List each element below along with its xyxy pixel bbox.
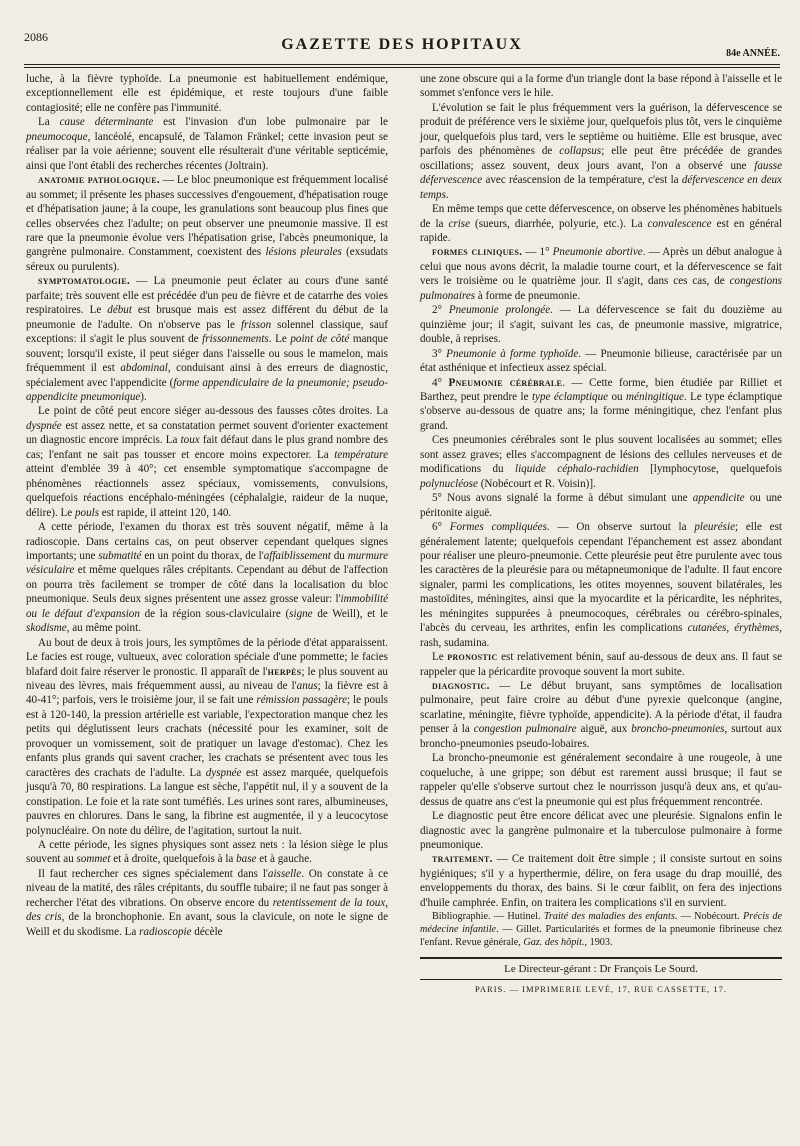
section-anatomie: anatomie pathologique. — Le bloc pneumonique est fréquemment localisé au sommet; il présente les phases successives d'engouement, d'hépatisation rouge et d'hépatisation jaune; à la coupe, les granulations sont beaucoup plus fines que celles observées chez l'adulte; on peut observer une pneumonie massive. Il est rare que la pneumonie évolue vers l'hépatisation grise, l'abcès pneumonique, la gangrène pulmonaire. Constamment, coexistent des lésions pleurales (exsudats séreux ou purulents). (26, 174, 388, 273)
section-heading: symptomatologie. (38, 275, 131, 288)
section-heading: anatomie pathologique. (38, 174, 160, 187)
paragraph: luche, à la fièvre typhoïde. La pneumonie est habituellement endémique, exceptionnellement elle est épidémique, et reste toujours d'une faible contagiosité; elle ne confère pas l'immunité. (26, 73, 388, 114)
volume-year: 84e ANNÉE. (726, 48, 780, 59)
section-formes-cliniques: formes cliniques. — 1° Pneumonie abortive. — Après un début analogue à celui que nous avons décrit, la maladie tourne court, et la défervescence se fait vers le troisième ou le quatrième jour. Il s'agit, dans ces cas, de congestions pulmonaires à forme de pneumonie. (420, 246, 782, 302)
paragraph: L'évolution se fait le plus fréquemment vers la guérison, la défervescence se produit de préférence vers le sixième jour, quelquefois plus tôt, vers le cinquième jour, quelquefois plus tard, vers le septième ou huitième. Elle est brusque, avec parfois des phénomènes de collapsus; elle peut être précédée de grandes oscillations; assez souvent, deux jours avant, l'on a observé une fausse défervescence avec réascension de la température, c'est la défervescence en deux temps. (420, 101, 782, 201)
bibliography: Bibliographie. — Hutinel. Traité des maladies des enfants. — Nobécourt. Précis de médecine infantile. — Gillet. Particularités et formes de la pneumonie fibrineuse chez l'enfant. Revue générale, Gaz. des hôpit., 1903. (420, 911, 782, 949)
section-heading: traitement. (432, 853, 493, 866)
journal-title: GAZETTE DES HOPITAUX (281, 36, 523, 53)
section-traitement: traitement. — Ce traitement doit être simple ; il consiste surtout en soins hygiéniques; s'il y a hyperthermie, délire, on fera usage du drap mouillé, des enveloppements du thorax, des bains. Si le cœur faiblit, on fera des injections d'huile camphrée. Enfin, on traitera les complications s'il en survient. (420, 853, 782, 909)
paragraph: une zone obscure qui a la forme d'un triangle dont la base répond à l'aisselle et le sommet s'enfonce vers le hile. (420, 73, 782, 100)
section-heading: diagnostic. (432, 680, 490, 693)
paragraph: 3° Pneumonie à forme typhoïde. — Pneumonie bilieuse, caractérisée par un état asthénique et infectieux assez spécial. (420, 347, 782, 375)
page-number: 2086 (24, 30, 48, 44)
paragraph: A cette période, l'examen du thorax est très souvent négatif, même à la radioscopie. Dans certains cas, on peut observer cependant quelques signes importants; une submatité en un point du thorax, de l'affaiblissement du murmure vésiculaire et même quelques râles crépitants. Cependant au début de l'affection on pourra très facilement se tromper de côté dans la localisation du bloc pneumonique. Seuls deux signes présentent une assez grosse valeur: l'immobilité ou le défaut d'expansion de la région sous-claviculaire (signe de Weill), et le skodisme, au même point. (26, 521, 388, 635)
paragraph: Le point de côté peut encore siéger au-dessous des fausses côtes droites. La dyspnée est assez nette, et sa constatation permet souvent d'orienter exactement un diagnostic encore imprécis. La toux fait défaut dans le plus grand nombre des cas; l'enfant ne sait pas tousser et encore moins expectorer. La température atteint d'emblée 39 à 40°; cet ensemble symptomatique s'accompagne de phénomènes réactionnels assez spéciaux, vomissements, convulsions, quelquefois réactions encéphalo-méningées (céphalalgie, raideur de la nuque, délire). Le pouls est rapide, il atteint 120, 140. (26, 405, 388, 519)
header-rule-bottom (24, 67, 780, 68)
page-header (24, 30, 780, 62)
paragraph: Au bout de deux à trois jours, les symptômes de la période d'état apparaissent. Le facies est rouge, vultueux, avec coloration spéciale d'une pommette; le facies blafard doit faire réserver le pronostic. Il apparaît de l'herpès; le plus souvent au niveau des lèvres, mais fréquemment aussi, au niveau de l'anus; la fièvre est à 40-41°; parfois, vers le troisième jour, il se fait une rémission passagère; le pouls est à 120-140, la pression artérielle est variable, l'expectoration manque chez les petits qui déglutissent leurs crachats (nécessité pour les examiner, soit de provoquer un vomissement, soit de pratiquer un lavage d'estomac). Chez les enfants plus grands qui savent cracher, les crachats se présentent avec tous les caractères des crachats de l'adulte. La dyspnée est assez marquée, quelquefois jusqu'à 70, 80 respirations. La langue est sèche, l'appétit nul, il y a souvent de la constipation. Le foie et la rate sont tuméfiés. Les urines sont rares, albumineuses, pauvres en chlorures. Dans le sang, la fibrine est augmentée, il y a leucocytose polynucléaire. On note du délire, de l'agitation, surtout la nuit. (26, 636, 389, 837)
paragraph: La broncho-pneumonie est généralement secondaire à une rougeole, à une coqueluche, à une grippe; son début est rarement aussi brusque; il faut se rappeler qu'elle s'observe surtout chez le nourrisson jusqu'à deux ans, et qu'au-dessus de quatre ans c'est la pneumonie qui est plus fréquemment rencontrée. (420, 752, 782, 808)
paragraph: Le diagnostic peut être encore délicat avec une pleurésie. Signalons enfin le diagnostic avec la gangrène pulmonaire et la tuberculose pulmonaire à forme pneumonique. (420, 810, 782, 852)
paragraph: En même temps que cette défervescence, on observe les phénomènes habituels de la crise (sueurs, diarrhée, polyurie, etc.). La convalescence est en général rapide. (420, 203, 782, 244)
paragraph: Ces pneumonies cérébrales sont le plus souvent localisées au sommet; elles sont assez graves; elles s'accompagnent de lésions des cellules nerveuses et de modifications du liquide céphalo-rachidien [lymphocytose, quelquefois polynucléose (Nobécourt et R. Voisin)]. (420, 434, 783, 490)
paragraph: 5° Nous avons signalé la forme à début simulant une appendicite ou une péritonite aiguë. (420, 492, 782, 519)
paragraph: La cause déterminante est l'invasion d'un lobe pulmonaire par le pneumocoque, lancéolé, encapsulé, de Talamon Fränkel; cette invasion peut se réaliser par la voie aérienne; souvent elle résulterait d'une véritable septicémie, ainsi que l'ont établi des recherches récentes (Joltrain). (26, 116, 388, 172)
paragraph: 6° Formes compliquées. — On observe surtout la pleurésie; elle est généralement latente; quelquefois cependant l'épanchement est assez abondant pour réaliser une pleuro-pneumonie. Cette pleurésie peut être purulente avec tous les caractères de la pleurésie para ou métapneumonique de l'adulte. Il faut encore signaler, parmi les complications, les otites moyennes, souvent bilatérales, les mastoïdites, méningites, ainsi que la myocardite et la péricardite, les néphrites, les méningites suppurées à pneumocoques, cérébrales ou cérébro-spinales, l'abcès du cerveau, les arthrites, enfin les complications cutanées, érythèmes, rash, sudamina. (420, 521, 782, 649)
paragraph: 2° Pneumonie prolongée. — La défervescence se fait du douzième au quinzième jour; il s'agit, suivant les cas, de pneumonie massive, migratrice, double, à reprises. (420, 304, 782, 346)
section-heading: pronostic (447, 651, 498, 664)
paragraph: 4° Pneumonie cérébrale. — Cette forme, bien étudiée par Rilliet et Barthez, peut prendre le type éclamptique ou méningitique. Le type éclamptique s'observe au-dessous de quatre ans; la forme méningitique, chez l'enfant plus grand. (420, 376, 783, 432)
section-symptomatologie: symptomatologie. — La pneumonie peut éclater au cours d'une santé parfaite; très souvent elle est précédée d'un peu de fièvre et de catarrhe des voies respiratoires. Le début est brusque mais est assez différent du début de la pneumonie de l'adulte. On n'observe pas le frisson solennel classique, sauf exceptions: il s'agit le plus souvent de frissonnements. Le point de côté manque souvent; lorsqu'il existe, il peut siéger dans l'aisselle ou sous le mamelon, mais fréquemment il est abdominal, conduisant ainsi à des erreurs de diagnostic, spécialement avec l'appendicite (forme appendiculaire de la pneumonie; pseudo-appendicite pneumonique). (26, 275, 388, 403)
section-diagnostic: diagnostic. — Le début bruyant, sans symptômes de localisation pulmonaire, peut faire croire au début d'une pyrexie quelconque (angine, scarlatine, méningite, fièvre typhoïde, appendicite). A la période d'état, il faudra penser à la congestion pulmonaire aiguë, aux broncho-pneumonies, surtout aux broncho-pneumonies pseudo-lobaires. (420, 680, 783, 750)
paragraph: A cette période, les signes physiques sont assez nets : la lésion siège le plus souvent au sommet et à droite, quelquefois à la base et à gauche. (26, 839, 388, 866)
section-pronostic: Le pronostic est relativement bénin, sauf au-dessous de deux ans. Il faut se rappeler que la péricardite provoque souvent la mort subite. (420, 651, 783, 678)
left-column (26, 72, 388, 939)
header-rule-top (24, 64, 780, 65)
section-heading: formes cliniques. (432, 246, 523, 259)
paragraph: Il faut rechercher ces signes spécialement dans l'aisselle. On constate à ce niveau de la matité, des râles crépitants, du souffle tubaire; il ne faut pas songer à rechercher l'état des vibrations. On observe encore du retentissement de la toux, des cris, de la bronchophonie. En avant, sous la clavicule, on note le signe de Weill et du skodisme. La radioscopie décèle (26, 867, 388, 938)
publisher-credit: Le Directeur-gérant : Dr François Le Sourd. (420, 957, 782, 979)
printer-line: PARIS. — IMPRIMERIE LEVÉ, 17, RUE CASSETTE, 17. (474, 983, 728, 994)
right-column (420, 72, 782, 996)
